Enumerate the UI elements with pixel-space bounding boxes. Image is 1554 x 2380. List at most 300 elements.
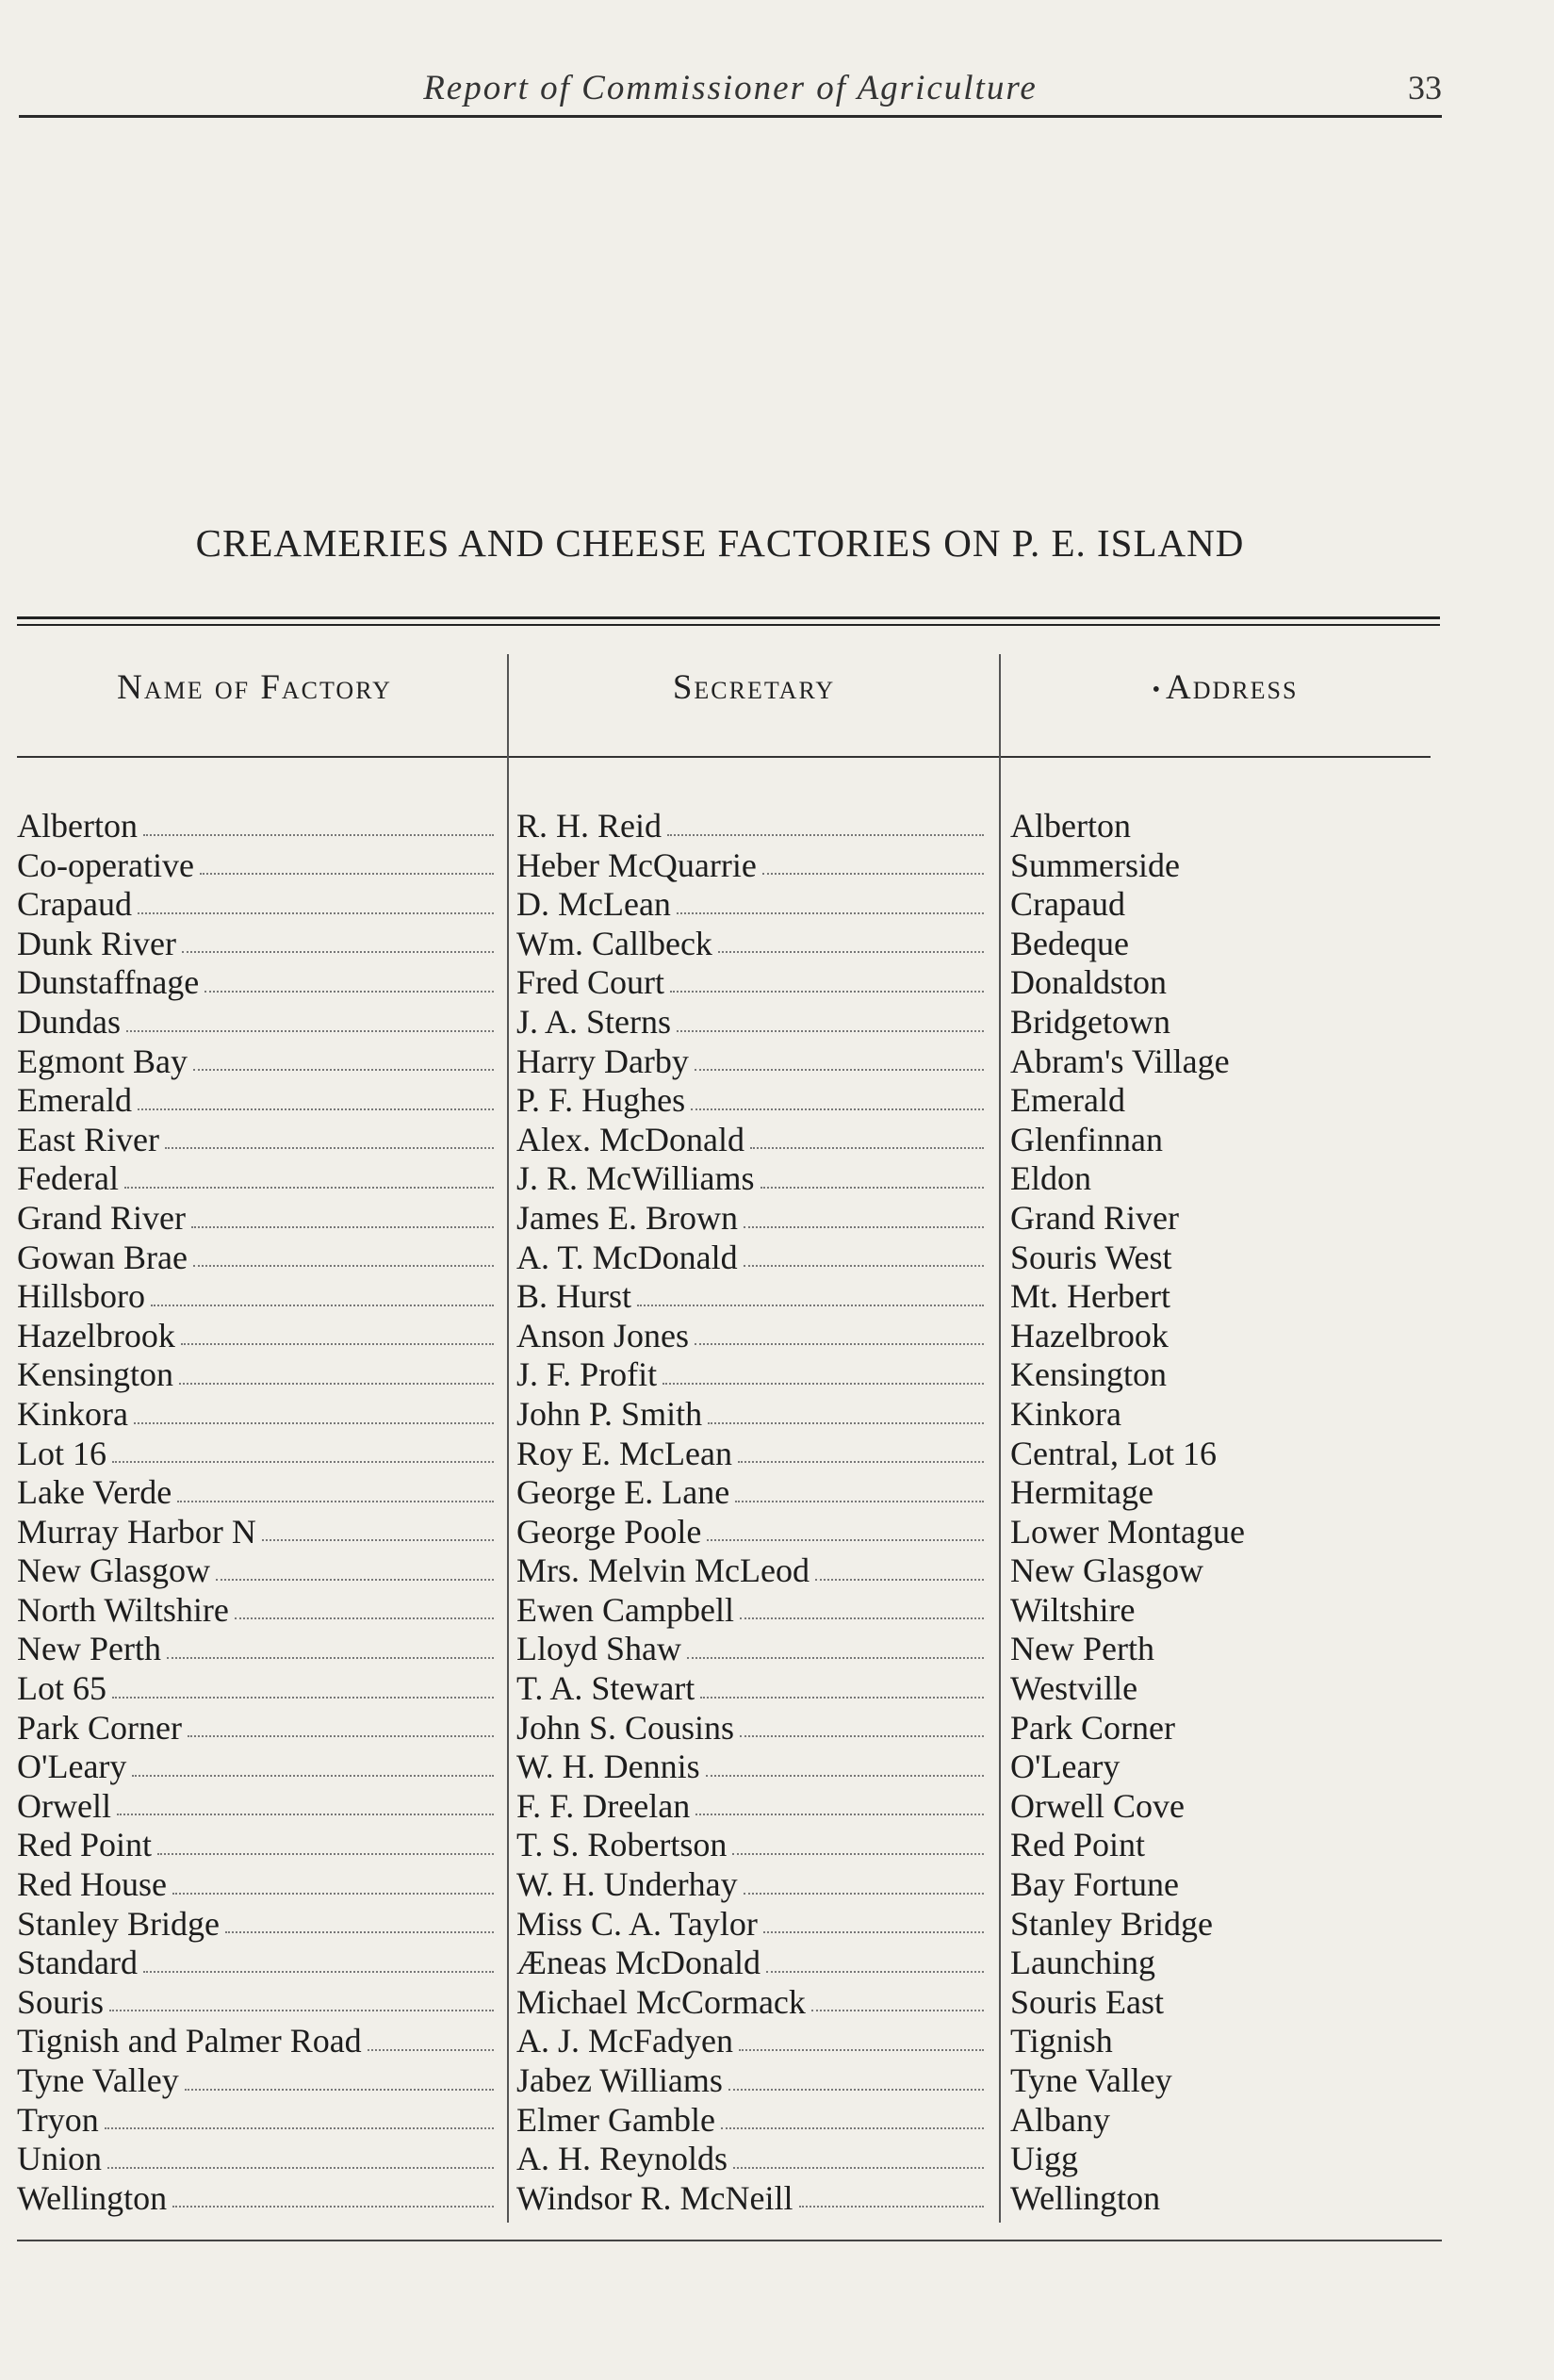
factory-cell [17, 1983, 498, 2023]
address-text: Park Corner [1010, 1708, 1175, 1747]
secretary-text: T. S. Robertson [516, 1826, 728, 1864]
secretary-text: R. H. Reid [516, 807, 662, 845]
dot-leader [172, 1893, 494, 1895]
table-row [0, 2022, 1554, 2061]
address-cell [1010, 1473, 1500, 1513]
dot-leader [700, 1697, 984, 1699]
secretary-text: George E. Lane [516, 1473, 730, 1512]
dot-leader [667, 834, 984, 836]
secretary-cell [516, 807, 988, 846]
secretary-cell [516, 885, 988, 925]
secretary-cell [516, 1277, 988, 1317]
table-row [0, 1944, 1554, 1983]
table-row [0, 1473, 1554, 1513]
secretary-cell [516, 1865, 988, 1905]
table-row [0, 2179, 1554, 2219]
factory-text: New Glasgow [17, 1551, 210, 1590]
factory-text: Wellington [17, 2178, 168, 2217]
factory-cell [17, 1042, 498, 1082]
address-cell [1010, 2179, 1500, 2219]
factory-cell [17, 1905, 498, 1945]
secretary-cell [516, 1787, 988, 1827]
dot-leader [225, 1931, 494, 1933]
dot-leader [107, 2167, 494, 2169]
dot-leader [112, 1461, 494, 1463]
table-row [0, 1669, 1554, 1709]
dot-leader [766, 1971, 984, 1973]
address-text: Hermitage [1010, 1473, 1153, 1512]
secretary-text: Windsor R. McNeill [516, 2178, 793, 2217]
dot-leader [138, 1108, 494, 1110]
dot-leader [706, 1775, 984, 1777]
secretary-cell [516, 1435, 988, 1474]
address-cell [1010, 2101, 1500, 2141]
secretary-text: Jabez Williams [516, 2061, 723, 2099]
factory-cell [17, 1591, 498, 1631]
dot-leader [732, 1853, 984, 1855]
address-text: Launching [1010, 1944, 1155, 1982]
secretary-cell [516, 1042, 988, 1082]
address-cell [1010, 1121, 1500, 1160]
secretary-text: Alex. McDonald [516, 1120, 744, 1158]
dot-leader [151, 1305, 494, 1306]
address-text: Emerald [1010, 1081, 1125, 1120]
dot-leader [815, 1579, 984, 1581]
address-cell [1010, 1905, 1500, 1945]
table-row [0, 1003, 1554, 1042]
factory-cell [17, 1630, 498, 1669]
secretary-text: John S. Cousins [516, 1708, 735, 1747]
secretary-text: Michael McCormack [516, 1982, 806, 2021]
secretary-cell [516, 1944, 988, 1983]
factory-cell [17, 1081, 498, 1121]
address-cell [1010, 1551, 1500, 1591]
factory-text: O'Leary [17, 1748, 127, 1786]
address-text: Wellington [1010, 2178, 1161, 2217]
factory-text: Stanley Bridge [17, 1904, 220, 1943]
secretary-text: W. H. Underhay [516, 1865, 738, 1904]
secretary-text: Ewen Campbell [516, 1590, 734, 1629]
dot-leader [200, 873, 494, 875]
address-text: Mt. Herbert [1010, 1277, 1170, 1316]
secretary-cell [516, 1551, 988, 1591]
factory-table [0, 807, 1554, 2218]
dot-leader [662, 1383, 984, 1385]
factory-text: Kensington [17, 1355, 173, 1394]
secretary-cell [516, 2140, 988, 2179]
table-row [0, 1435, 1554, 1474]
dot-leader [172, 2206, 494, 2208]
address-text: New Perth [1010, 1630, 1154, 1668]
dot-leader [762, 873, 984, 875]
address-text: Bedeque [1010, 924, 1129, 962]
dot-leader [132, 1775, 494, 1777]
table-row [0, 1748, 1554, 1787]
address-cell [1010, 1748, 1500, 1787]
factory-cell [17, 963, 498, 1003]
dot-leader [733, 2167, 984, 2169]
table-row [0, 1983, 1554, 2023]
factory-cell [17, 2179, 498, 2219]
dot-leader [735, 1501, 984, 1502]
address-cell [1010, 1787, 1500, 1827]
table-row [0, 1826, 1554, 1865]
factory-text: Souris [17, 1982, 105, 2021]
dot-leader [670, 991, 984, 993]
factory-text: Dunstaffnage [17, 963, 200, 1002]
title-rule-thick [17, 616, 1440, 619]
secretary-cell [516, 1709, 988, 1748]
dot-leader [182, 951, 494, 953]
factory-cell [17, 1003, 498, 1042]
secretary-text: George Poole [516, 1512, 702, 1551]
dot-leader [763, 1931, 984, 1933]
secretary-text: Anson Jones [516, 1316, 690, 1354]
secretary-cell [516, 2061, 988, 2101]
dot-leader [740, 1735, 984, 1737]
dot-leader [191, 1226, 494, 1228]
address-text: Orwell Cove [1010, 1786, 1185, 1825]
secretary-cell [516, 846, 988, 886]
dot-leader [811, 2010, 984, 2011]
secretary-cell [516, 1199, 988, 1239]
address-cell [1010, 1435, 1500, 1474]
address-text: Alberton [1010, 807, 1131, 845]
column-header-secretary: Secretary [672, 668, 836, 707]
secretary-text: Mrs. Melvin McLeod [516, 1551, 810, 1590]
table-row [0, 1355, 1554, 1395]
secretary-text: James E. Brown [516, 1198, 738, 1237]
address-cell [1010, 925, 1500, 964]
dot-leader [750, 1147, 984, 1149]
dot-leader [204, 991, 494, 993]
factory-text: Tryon [17, 2100, 99, 2139]
factory-cell [17, 1355, 498, 1395]
dot-leader [744, 1265, 984, 1267]
factory-cell [17, 1395, 498, 1435]
address-cell [1010, 1239, 1500, 1278]
secretary-cell [516, 2022, 988, 2061]
header-rule [17, 756, 1431, 758]
address-text: Central, Lot 16 [1010, 1434, 1217, 1472]
table-row [0, 1317, 1554, 1356]
factory-text: Standard [17, 1944, 138, 1982]
dot-leader [177, 1501, 494, 1502]
address-text: Lower Montague [1010, 1512, 1245, 1551]
table-row [0, 1199, 1554, 1239]
factory-text: East River [17, 1120, 159, 1158]
page-number: 33 [1408, 69, 1442, 107]
address-cell [1010, 1159, 1500, 1199]
table-row [0, 1121, 1554, 1160]
address-text: Tignish [1010, 2022, 1113, 2060]
secretary-text: Roy E. McLean [516, 1434, 732, 1472]
secretary-cell [516, 1317, 988, 1356]
dot-leader [167, 1657, 494, 1659]
factory-cell [17, 885, 498, 925]
factory-text: Hazelbrook [17, 1316, 175, 1354]
secretary-text: Miss C. A. Taylor [516, 1904, 758, 1943]
factory-text: Dunk River [17, 924, 176, 962]
table-row [0, 1591, 1554, 1631]
running-head-title: Report of Commissioner of Agriculture [423, 69, 1038, 107]
address-cell [1010, 1826, 1500, 1865]
page-title: CREAMERIES AND CHEESE FACTORIES ON P. E. ISLAND [195, 521, 1245, 565]
factory-text: Union [17, 2140, 102, 2178]
factory-text: Emerald [17, 1081, 132, 1120]
secretary-text: W. H. Dennis [516, 1748, 700, 1786]
address-cell [1010, 1042, 1500, 1082]
secretary-cell [516, 1081, 988, 1121]
factory-text: Red Point [17, 1826, 153, 1864]
table-row [0, 925, 1554, 964]
table-bottom-rule [17, 2240, 1442, 2241]
address-cell [1010, 1355, 1500, 1395]
secretary-text: P. F. Hughes [516, 1081, 686, 1120]
factory-text: Alberton [17, 807, 138, 845]
factory-text: Dundas [17, 1002, 121, 1041]
factory-cell [17, 1277, 498, 1317]
address-text: Souris East [1010, 1982, 1165, 2021]
factory-cell [17, 1669, 498, 1709]
factory-cell [17, 1551, 498, 1591]
table-row [0, 1513, 1554, 1552]
dot-leader [695, 1814, 984, 1815]
secretary-cell [516, 1003, 988, 1042]
dot-leader [728, 2089, 984, 2091]
factory-text: Hillsboro [17, 1277, 146, 1316]
secretary-text: Harry Darby [516, 1042, 689, 1080]
factory-text: New Perth [17, 1630, 161, 1668]
address-cell [1010, 963, 1500, 1003]
secretary-text: A. H. Reynolds [516, 2140, 728, 2178]
secretary-cell [516, 1905, 988, 1945]
address-cell [1010, 1317, 1500, 1356]
address-text: Glenfinnan [1010, 1120, 1163, 1158]
factory-cell [17, 2101, 498, 2141]
factory-text: North Wiltshire [17, 1590, 229, 1629]
title-rule-thin [17, 624, 1440, 626]
factory-text: Egmont Bay [17, 1042, 188, 1080]
secretary-cell [516, 1355, 988, 1395]
dot-leader [695, 1069, 984, 1071]
address-text: Souris West [1010, 1238, 1172, 1276]
dot-leader [143, 1971, 494, 1973]
secretary-text: T. A. Stewart [516, 1669, 695, 1708]
secretary-text: Æneas McDonald [516, 1944, 761, 1982]
table-row [0, 963, 1554, 1003]
secretary-cell [516, 2101, 988, 2141]
address-text: Abram's Village [1010, 1042, 1230, 1080]
dot-leader [126, 1030, 494, 1032]
address-cell [1010, 1983, 1500, 2023]
dot-leader [188, 1735, 494, 1737]
dot-leader [193, 1069, 494, 1071]
secretary-text: B. Hurst [516, 1277, 632, 1316]
secretary-cell [516, 1591, 988, 1631]
secretary-text: J. R. McWilliams [516, 1159, 755, 1198]
table-row [0, 807, 1554, 846]
address-cell [1010, 1669, 1500, 1709]
dot-leader [157, 1853, 494, 1855]
table-row [0, 1551, 1554, 1591]
address-cell [1010, 1081, 1500, 1121]
dot-leader [677, 912, 984, 914]
factory-text: Federal [17, 1159, 119, 1198]
factory-cell [17, 1199, 498, 1239]
dot-leader [138, 912, 494, 914]
dot-leader [740, 1617, 984, 1619]
factory-cell [17, 2061, 498, 2101]
address-cell [1010, 1865, 1500, 1905]
address-cell [1010, 1709, 1500, 1748]
address-text: Red Point [1010, 1826, 1146, 1864]
factory-text: Lake Verde [17, 1473, 172, 1512]
address-cell [1010, 885, 1500, 925]
factory-text: Red House [17, 1865, 167, 1904]
address-cell [1010, 846, 1500, 886]
address-text: Westville [1010, 1669, 1138, 1708]
factory-cell [17, 1159, 498, 1199]
dot-leader [738, 1461, 984, 1463]
factory-cell [17, 1121, 498, 1160]
factory-cell [17, 2140, 498, 2179]
secretary-cell [516, 1513, 988, 1552]
secretary-cell [516, 1748, 988, 1787]
address-text: Donaldston [1010, 963, 1167, 1002]
factory-text: Lot 16 [17, 1434, 106, 1472]
dot-leader [691, 1108, 984, 1110]
dot-leader [165, 1147, 494, 1149]
dot-leader [105, 2127, 494, 2129]
table-row [0, 1395, 1554, 1435]
secretary-cell [516, 1239, 988, 1278]
column-header-address [1018, 667, 1432, 724]
factory-cell [17, 1787, 498, 1827]
dot-leader [708, 1422, 984, 1424]
table-row [0, 2140, 1554, 2179]
secretary-text: Wm. Callbeck [516, 924, 712, 962]
factory-text: Park Corner [17, 1708, 182, 1747]
address-text: Hazelbrook [1010, 1316, 1169, 1354]
address-cell [1010, 2140, 1500, 2179]
address-text: Wiltshire [1010, 1590, 1136, 1629]
table-row [0, 1787, 1554, 1827]
table-row [0, 846, 1554, 886]
factory-text: Tignish and Palmer Road [17, 2022, 362, 2060]
factory-cell [17, 807, 498, 846]
dot-leader [143, 834, 494, 836]
secretary-cell [516, 1473, 988, 1513]
address-cell [1010, 1513, 1500, 1552]
bullet-icon: • [1152, 678, 1162, 703]
dot-leader [687, 1657, 984, 1659]
dot-leader [181, 1343, 494, 1345]
table-row [0, 1709, 1554, 1748]
dot-leader [695, 1343, 984, 1345]
dot-leader [124, 1187, 494, 1189]
secretary-text: Elmer Gamble [516, 2100, 715, 2139]
table-row [0, 2061, 1554, 2101]
factory-cell [17, 1435, 498, 1474]
address-text: Eldon [1010, 1159, 1091, 1198]
secretary-cell [516, 925, 988, 964]
factory-cell [17, 1239, 498, 1278]
factory-cell [17, 1473, 498, 1513]
address-text: O'Leary [1010, 1748, 1121, 1786]
secretary-text: Fred Court [516, 963, 664, 1002]
factory-cell [17, 846, 498, 886]
dot-leader [185, 2089, 494, 2091]
address-text: Bridgetown [1010, 1002, 1170, 1041]
secretary-text: J. A. Sterns [516, 1002, 672, 1041]
address-text: Crapaud [1010, 885, 1125, 924]
address-cell [1010, 807, 1500, 846]
secretary-cell [516, 1121, 988, 1160]
column-header-factory: Name of Factory [117, 668, 392, 707]
secretary-cell [516, 2179, 988, 2219]
table-row [0, 1159, 1554, 1199]
secretary-cell [516, 1826, 988, 1865]
address-cell [1010, 1199, 1500, 1239]
secretary-text: John P. Smith [516, 1394, 703, 1433]
dot-leader [739, 2049, 984, 2051]
address-text: New Glasgow [1010, 1551, 1203, 1590]
factory-cell [17, 1865, 498, 1905]
dot-leader [117, 1814, 494, 1815]
address-cell [1010, 1277, 1500, 1317]
dot-leader [677, 1030, 984, 1032]
address-text: Albany [1010, 2100, 1110, 2139]
secretary-text: A. T. McDonald [516, 1238, 738, 1276]
secretary-text: A. J. McFadyen [516, 2022, 733, 2060]
column-header-address-label: Address [1165, 668, 1299, 707]
secretary-text: Lloyd Shaw [516, 1630, 681, 1668]
secretary-text: F. F. Dreelan [516, 1786, 691, 1825]
factory-text: Orwell [17, 1786, 111, 1825]
address-cell [1010, 2022, 1500, 2061]
address-cell [1010, 1944, 1500, 1983]
factory-cell [17, 1513, 498, 1552]
secretary-text: J. F. Profit [516, 1355, 658, 1394]
table-row [0, 1277, 1554, 1317]
table-row [0, 885, 1554, 925]
factory-cell [17, 1317, 498, 1356]
dot-leader [109, 2010, 494, 2011]
secretary-text: Heber McQuarrie [516, 845, 757, 884]
table-row [0, 1630, 1554, 1669]
factory-text: Grand River [17, 1198, 186, 1237]
running-head [19, 62, 1442, 118]
address-text: Summerside [1010, 845, 1180, 884]
dot-leader [235, 1617, 494, 1619]
address-text: Stanley Bridge [1010, 1904, 1213, 1943]
secretary-cell [516, 1983, 988, 2023]
secretary-cell [516, 1159, 988, 1199]
table-row [0, 1239, 1554, 1278]
dot-leader [744, 1226, 984, 1228]
factory-text: Co-operative [17, 845, 194, 884]
address-text: Uigg [1010, 2140, 1078, 2178]
dot-leader [799, 2206, 984, 2208]
factory-cell [17, 2022, 498, 2061]
secretary-cell [516, 1669, 988, 1709]
dot-leader [368, 2049, 494, 2051]
dot-leader [761, 1187, 984, 1189]
factory-cell [17, 1826, 498, 1865]
address-text: Bay Fortune [1010, 1865, 1179, 1904]
factory-cell [17, 1944, 498, 1983]
